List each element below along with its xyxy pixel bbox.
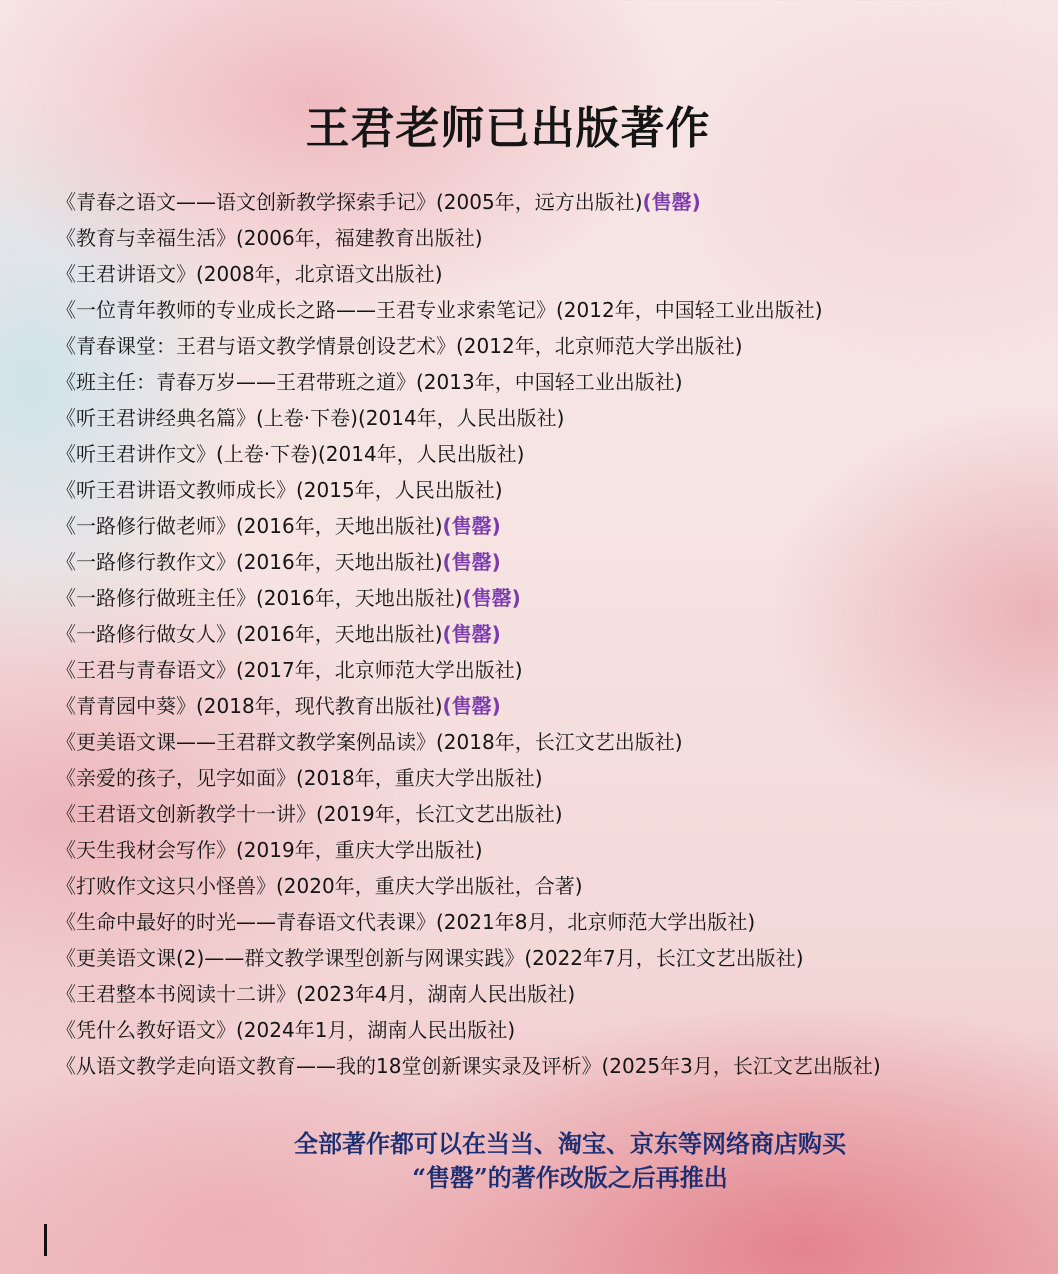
book-title-text: 《青春之语文——语文创新教学探索手记》(2005年，远方出版社) bbox=[56, 190, 643, 214]
book-title-text: 《班主任：青春万岁——王君带班之道》(2013年，中国轻工业出版社) bbox=[56, 370, 683, 394]
book-item bbox=[56, 832, 1056, 868]
sold-out-badge: (售罄) bbox=[442, 694, 501, 718]
book-title-text: 《一路修行做女人》(2016年，天地出版社) bbox=[56, 622, 443, 646]
book-title-text: 《天生我材会写作》(2019年，重庆大学出版社) bbox=[56, 838, 483, 862]
book-title-text: 《王君语文创新教学十一讲》(2019年，长江文艺出版社) bbox=[56, 802, 563, 826]
book-title-text: 《生命中最好的时光——青春语文代表课》(2021年8月，北京师范大学出版社) bbox=[56, 910, 756, 934]
book-title-text: 《一路修行做老师》(2016年，天地出版社) bbox=[56, 514, 443, 538]
book-item bbox=[56, 508, 1056, 544]
book-item bbox=[56, 940, 1056, 976]
book-title-text: 《听王君讲作文》(上卷·下卷)(2014年，人民出版社) bbox=[56, 442, 525, 466]
book-item bbox=[56, 652, 1056, 688]
book-item bbox=[56, 616, 1056, 652]
book-title-text: 《青青园中葵》(2018年，现代教育出版社) bbox=[56, 694, 443, 718]
book-item bbox=[56, 472, 1056, 508]
book-title-text: 《更美语文课(2)——群文教学课型创新与网课实践》(2022年7月，长江文艺出版社) bbox=[56, 946, 804, 970]
book-item bbox=[56, 184, 1056, 220]
book-item bbox=[56, 220, 1056, 256]
book-item bbox=[56, 868, 1056, 904]
book-title-text: 《听王君讲经典名篇》(上卷·下卷)(2014年，人民出版社) bbox=[56, 406, 565, 430]
book-title-text: 《王君整本书阅读十二讲》(2023年4月，湖南人民出版社) bbox=[56, 982, 576, 1006]
purchase-note: 全部著作都可以在当当、淘宝、京东等网络商店购买 bbox=[294, 1129, 846, 1158]
text-cursor bbox=[44, 1224, 47, 1256]
book-title-text: 《王君讲语文》(2008年，北京语文出版社) bbox=[56, 262, 443, 286]
book-title-text: 《王君与青春语文》(2017年，北京师范大学出版社) bbox=[56, 658, 523, 682]
book-item bbox=[56, 976, 1056, 1012]
page-title: 王君老师已出版著作 bbox=[305, 103, 711, 154]
book-title-text: 《一路修行教作文》(2016年，天地出版社) bbox=[56, 550, 443, 574]
sold-out-badge: (售罄) bbox=[442, 622, 501, 646]
book-item bbox=[56, 796, 1056, 832]
sold-out-badge: (售罄) bbox=[462, 586, 521, 610]
book-item bbox=[56, 1012, 1056, 1048]
book-title-text: 《亲爱的孩子，见字如面》(2018年，重庆大学出版社) bbox=[56, 766, 543, 790]
book-item bbox=[56, 364, 1056, 400]
book-title-text: 《青春课堂：王君与语文教学情景创设艺术》(2012年，北京师范大学出版社) bbox=[56, 334, 743, 358]
book-list bbox=[56, 184, 1056, 1084]
book-item bbox=[56, 580, 1056, 616]
book-title-text: 《教育与幸福生活》(2006年，福建教育出版社) bbox=[56, 226, 483, 250]
book-item bbox=[56, 544, 1056, 580]
book-title-text: 《更美语文课——王君群文教学案例品读》(2018年，长江文艺出版社) bbox=[56, 730, 683, 754]
sold-out-badge: (售罄) bbox=[642, 190, 701, 214]
book-title-text: 《打败作文这只小怪兽》(2020年，重庆大学出版社，合著) bbox=[56, 874, 583, 898]
book-item bbox=[56, 436, 1056, 472]
book-title-text: 《从语文教学走向语文教育——我的18堂创新课实录及评析》(2025年3月，长江文艺出版社) bbox=[56, 1054, 881, 1078]
book-title-text: 《听王君讲语文教师成长》(2015年，人民出版社) bbox=[56, 478, 503, 502]
book-item bbox=[56, 688, 1056, 724]
book-item bbox=[56, 328, 1056, 364]
book-item bbox=[56, 760, 1056, 796]
book-title-text: 《一路修行做班主任》(2016年，天地出版社) bbox=[56, 586, 463, 610]
book-item bbox=[56, 256, 1056, 292]
book-title-text: 《凭什么教好语文》(2024年1月，湖南人民出版社) bbox=[56, 1018, 516, 1042]
book-item bbox=[56, 292, 1056, 328]
book-item bbox=[56, 904, 1056, 940]
book-item bbox=[56, 400, 1056, 436]
book-item bbox=[56, 1048, 1056, 1084]
sold-out-badge: (售罄) bbox=[442, 550, 501, 574]
sold-out-note: “售罄”的著作改版之后再推出 bbox=[412, 1163, 728, 1192]
book-title-text: 《一位青年教师的专业成长之路——王君专业求索笔记》(2012年，中国轻工业出版社) bbox=[56, 298, 823, 322]
book-item bbox=[56, 724, 1056, 760]
sold-out-badge: (售罄) bbox=[442, 514, 501, 538]
